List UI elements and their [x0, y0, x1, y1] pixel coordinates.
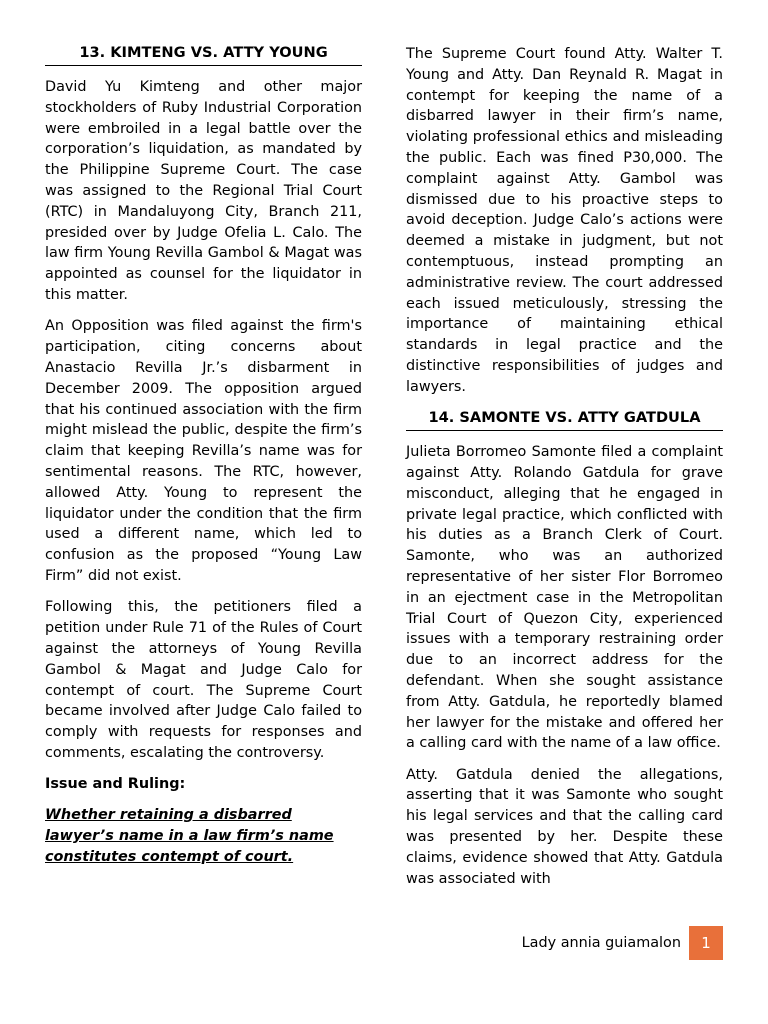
left-column	[45, 43, 362, 878]
issue-question: Whether retaining a disbarred lawyer’s name in a law firm’s name constitutes contempt of court.	[45, 807, 334, 865]
body-paragraph: David Yu Kimteng and other major stockholders of Ruby Industrial Corporation were embroiled in a legal battle over the corporation’s liquidation, as mandated by the Philippine Supreme Court. The case was assigned to the Regional Trial Court (RTC) in Mandaluyong City, Branch 211, presided over by Judge Ofelia L. Calo. The law firm Young Revilla Gambol & Magat was appointed as counsel for the liquidator in this matter.	[45, 79, 362, 303]
body-paragraph: Following this, the petitioners filed a petition under Rule 71 of the Rules of Court against the attorneys of Young Revilla Gambol & Magat and Judge Calo for contempt of court. The Supreme Court became involved after Judge Calo failed to comply with requests for responses and comments, escalating the controversy.	[45, 599, 362, 761]
body-paragraph: Atty. Gatdula denied the allegations, asserting that it was Samonte who sought his legal services and that the calling card was presented by her. Despite these claims, evidence showed that Atty. Gatdula was associated with	[406, 766, 723, 887]
right-column	[406, 44, 723, 900]
author-name: Lady annia guiamalon	[521, 935, 681, 951]
page-footer	[522, 926, 723, 960]
page-number-badge: 1	[689, 926, 723, 960]
body-paragraph: The Supreme Court found Atty. Walter T. Young and Atty. Dan Reynald R. Magat in contempt for keeping the name of a disbarred lawyer in their firm’s name, violating professional ethics and misleading the public. Each was fined P30,000. The complaint against Atty. Gambol was dismissed due to his proactive steps to avoid deception. Judge Calo’s actions were deemed a mistake in judgment, but not contemptuous, instead prompting an administrative review. The court addressed each issued meticulously, stressing the importance of maintaining ethical standards in legal practice and the distinctive responsibilities of judges and lawyers.	[406, 46, 723, 395]
section-heading-kimteng: 13. KIMTENG VS. ATTY YOUNG	[45, 43, 362, 66]
section-heading-samonte: 14. SAMONTE VS. ATTY GATDULA	[406, 408, 723, 431]
body-paragraph: Julieta Borromeo Samonte filed a complaint against Atty. Rolando Gatdula for grave misconduct, alleging that he engaged in private legal practice, which conflicted with his duties as a Branch Clerk of Court. Samonte, who was an authorized representative of her sister Flor Borromeo in an ejectment case in the Metropolitan Trial Court of Quezon City, experienced issues with a temporary restraining order due to an incorrect address for the defendant. When she sought assistance from Atty. Gatdula, he reportedly blamed her lawyer for the mistake and offered her a calling card with the name of a law office.	[406, 444, 723, 752]
issue-ruling-label: Issue and Ruling:	[45, 776, 186, 793]
body-paragraph: An Opposition was filed against the firm's participation, citing concerns about Anastacio Revilla Jr.’s disbarment in December 2009. The opposition argued that his continued association with the firm might mislead the public, despite the firm’s claim that keeping Revilla’s name was for sentimental reasons. The RTC, however, allowed Atty. Young to represent the liquidator under the condition that the firm used a different name, which led to confusion as the proposed “Young Law Firm” did not exist.	[45, 318, 362, 584]
